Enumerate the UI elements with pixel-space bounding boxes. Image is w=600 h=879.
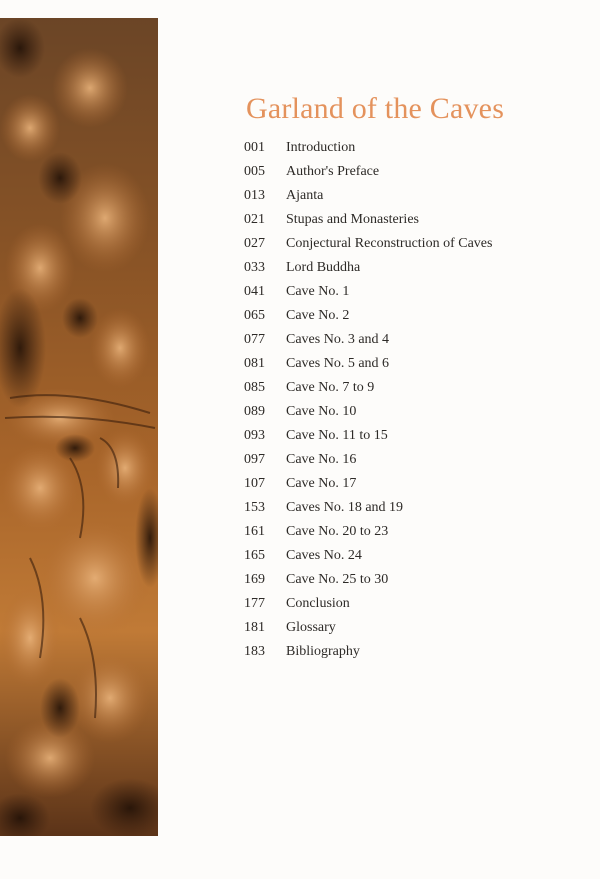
toc-page-number: 021 xyxy=(244,212,265,227)
table-of-contents xyxy=(244,92,584,664)
toc-entry xyxy=(244,496,584,520)
toc-chapter-title: Caves No. 24 xyxy=(286,548,362,563)
toc-list xyxy=(244,136,584,664)
toc-page-number: 005 xyxy=(244,164,265,179)
toc-chapter-title: Lord Buddha xyxy=(286,260,361,275)
toc-page-number: 153 xyxy=(244,500,265,515)
toc-entry xyxy=(244,472,584,496)
toc-page-number: 065 xyxy=(244,308,265,323)
toc-page-number: 081 xyxy=(244,356,265,371)
toc-page-number: 097 xyxy=(244,452,265,467)
toc-page-number: 161 xyxy=(244,524,265,539)
toc-page-number: 093 xyxy=(244,428,265,443)
toc-entry xyxy=(244,448,584,472)
toc-page-number: 169 xyxy=(244,572,265,587)
toc-chapter-title: Bibliography xyxy=(286,644,360,659)
toc-chapter-title: Caves No. 18 and 19 xyxy=(286,500,404,515)
page-title: Garland of the Caves xyxy=(246,92,505,125)
toc-page-number: 033 xyxy=(244,260,265,275)
toc-chapter-title: Conclusion xyxy=(286,596,350,611)
toc-chapter-title: Cave No. 11 to 15 xyxy=(286,428,388,443)
toc-chapter-title: Cave No. 7 to 9 xyxy=(286,380,375,395)
toc-page-number: 183 xyxy=(244,644,265,659)
toc-entry xyxy=(244,640,584,664)
toc-page-number: 107 xyxy=(244,476,265,491)
toc-page-number: 181 xyxy=(244,620,265,635)
toc-entry xyxy=(244,616,584,640)
toc-entry xyxy=(244,160,584,184)
toc-chapter-title: Cave No. 10 xyxy=(286,404,357,419)
toc-page-number: 077 xyxy=(244,332,265,347)
toc-chapter-title: Cave No. 16 xyxy=(286,452,357,467)
toc-page-number: 089 xyxy=(244,404,265,419)
toc-chapter-title: Introduction xyxy=(286,140,356,155)
toc-chapter-title: Cave No. 20 to 23 xyxy=(286,524,389,539)
toc-chapter-title: Stupas and Monasteries xyxy=(286,212,419,227)
toc-entry xyxy=(244,352,584,376)
toc-page-number: 001 xyxy=(244,140,265,155)
toc-entry xyxy=(244,256,584,280)
toc-page-number: 027 xyxy=(244,236,265,251)
carved-relief-photo xyxy=(0,18,158,836)
toc-entry xyxy=(244,592,584,616)
toc-entry xyxy=(244,184,584,208)
toc-chapter-title: Cave No. 25 to 30 xyxy=(286,572,389,587)
toc-entry xyxy=(244,424,584,448)
toc-chapter-title: Caves No. 5 and 6 xyxy=(286,356,390,371)
toc-entry xyxy=(244,280,584,304)
toc-entry xyxy=(244,232,584,256)
toc-chapter-title: Cave No. 2 xyxy=(286,308,350,323)
toc-entry xyxy=(244,376,584,400)
toc-chapter-title: Caves No. 3 and 4 xyxy=(286,332,390,347)
toc-chapter-title: Glossary xyxy=(286,620,336,635)
toc-chapter-title: Cave No. 17 xyxy=(286,476,357,491)
toc-page-number: 177 xyxy=(244,596,265,611)
toc-entry xyxy=(244,136,584,160)
toc-entry xyxy=(244,520,584,544)
toc-chapter-title: Ajanta xyxy=(286,188,324,203)
toc-entry xyxy=(244,208,584,232)
toc-chapter-title: Author's Preface xyxy=(286,164,380,179)
toc-page-number: 013 xyxy=(244,188,265,203)
toc-chapter-title: Cave No. 1 xyxy=(286,284,350,299)
toc-entry xyxy=(244,568,584,592)
toc-entry xyxy=(244,544,584,568)
toc-chapter-title: Conjectural Reconstruction of Caves xyxy=(286,236,493,251)
toc-page-number: 041 xyxy=(244,284,265,299)
toc-entry xyxy=(244,304,584,328)
toc-entry xyxy=(244,328,584,352)
toc-page-number: 165 xyxy=(244,548,265,563)
toc-entry xyxy=(244,400,584,424)
toc-page-number: 085 xyxy=(244,380,265,395)
